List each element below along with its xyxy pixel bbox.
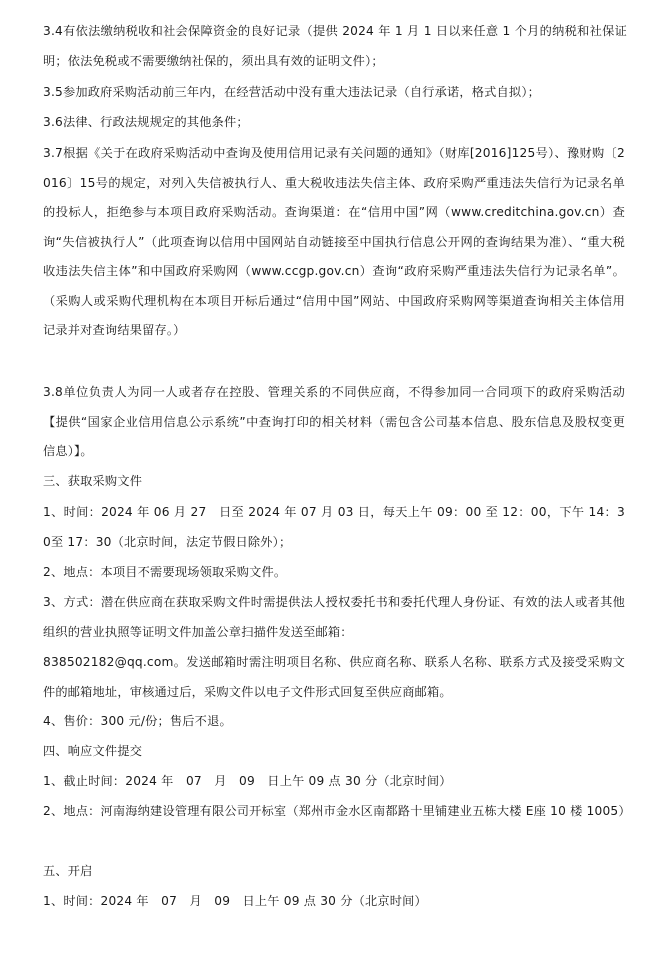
paragraph-get-time: 1、时间：2024 年 06 月 27 日至 2024 年 07 月 03 日，每天上午 09：00 至 12：00，下午 14：30至 17：30（北京时间，法定节假日除外）； bbox=[43, 505, 625, 549]
paragraph-3-4: 3.4有依法缴纳税收和社会保障资金的良好记录（提供 2024 年 1 月 1 日以来任意 1 个月的纳税和社保证明；依法免税或不需要缴纳社保的，须出具有效的证明文件）； bbox=[43, 24, 627, 68]
paragraph-get-location: 2、地点：本项目不需要现场领取采购文件。 bbox=[43, 565, 287, 579]
section-heading-4: 四、响应文件提交 bbox=[43, 744, 143, 758]
paragraph-3-7: 3.7根据《关于在政府采购活动中查询及使用信用记录有关问题的通知》（财库[2016]125号）、豫财购〔2016〕15号的规定，对列入失信被执行人、重大税收违法失信主体、政府采购严重违法失信行为记录名单的投标人，拒绝参与本项目政府采购活动。查询渠道：在“信用中国”网（www.creditchina.gov.cn）查询“失信被执行人”（此项查询以信用中国网站自动链接至中国执行信息公开网的查询结果为准）、“重大税收违法失信主体”和中国政府采购网（www.ccgp.gov.cn）查询“政府采购严重违法失信行为记录名单”。（采购人或采购代理机构在本项目开标后通过“信用中国”网站、中国政府采购网等渠道查询相关主体信用记录并对查询结果留存。） bbox=[43, 146, 625, 337]
paragraph-submit-deadline: 1、截止时间：2024 年 07 月 09 日上午 09 点 30 分（北京时间） bbox=[43, 774, 452, 788]
section-heading-5: 五、开启 bbox=[43, 864, 93, 878]
paragraph-3-6: 3.6法律、行政法规规定的其他条件； bbox=[43, 115, 249, 129]
paragraph-get-method: 3、方式：潜在供应商在获取采购文件时需提供法人授权委托书和委托代理人身份证、有效的法人或者其他组织的营业执照等证明文件加盖公章扫描件发送至邮箱： bbox=[43, 595, 625, 639]
paragraph-submit-location: 2、地点：河南海纳建设管理有限公司开标室（郑州市金水区南都路十里铺建业五栋大楼 E座 10 楼 1005） bbox=[43, 804, 631, 818]
paragraph-3-5: 3.5参加政府采购活动前三年内，在经营活动中没有重大违法记录（自行承诺，格式自拟）； bbox=[43, 85, 540, 99]
paragraph-get-email: 838502182@qq.com。发送邮箱时需注明项目名称、供应商名称、联系人名称、联系方式及接受采购文件的邮箱地址，审核通过后，采购文件以电子文件形式回复至供应商邮箱。 bbox=[43, 655, 625, 699]
paragraph-get-price: 4、售价：300 元/份；售后不退。 bbox=[43, 714, 232, 728]
paragraph-open-time: 1、时间：2024 年 07 月 09 日上午 09 点 30 分（北京时间） bbox=[43, 894, 427, 908]
paragraph-3-8: 3.8单位负责人为同一人或者存在控股、管理关系的不同供应商，不得参加同一合同项下的政府采购活动【提供“国家企业信用信息公示系统”中查询打印的相关材料（需包含公司基本信息、股东信息及股权变更信息）】。 bbox=[43, 385, 625, 458]
section-heading-3: 三、获取采购文件 bbox=[43, 474, 143, 488]
